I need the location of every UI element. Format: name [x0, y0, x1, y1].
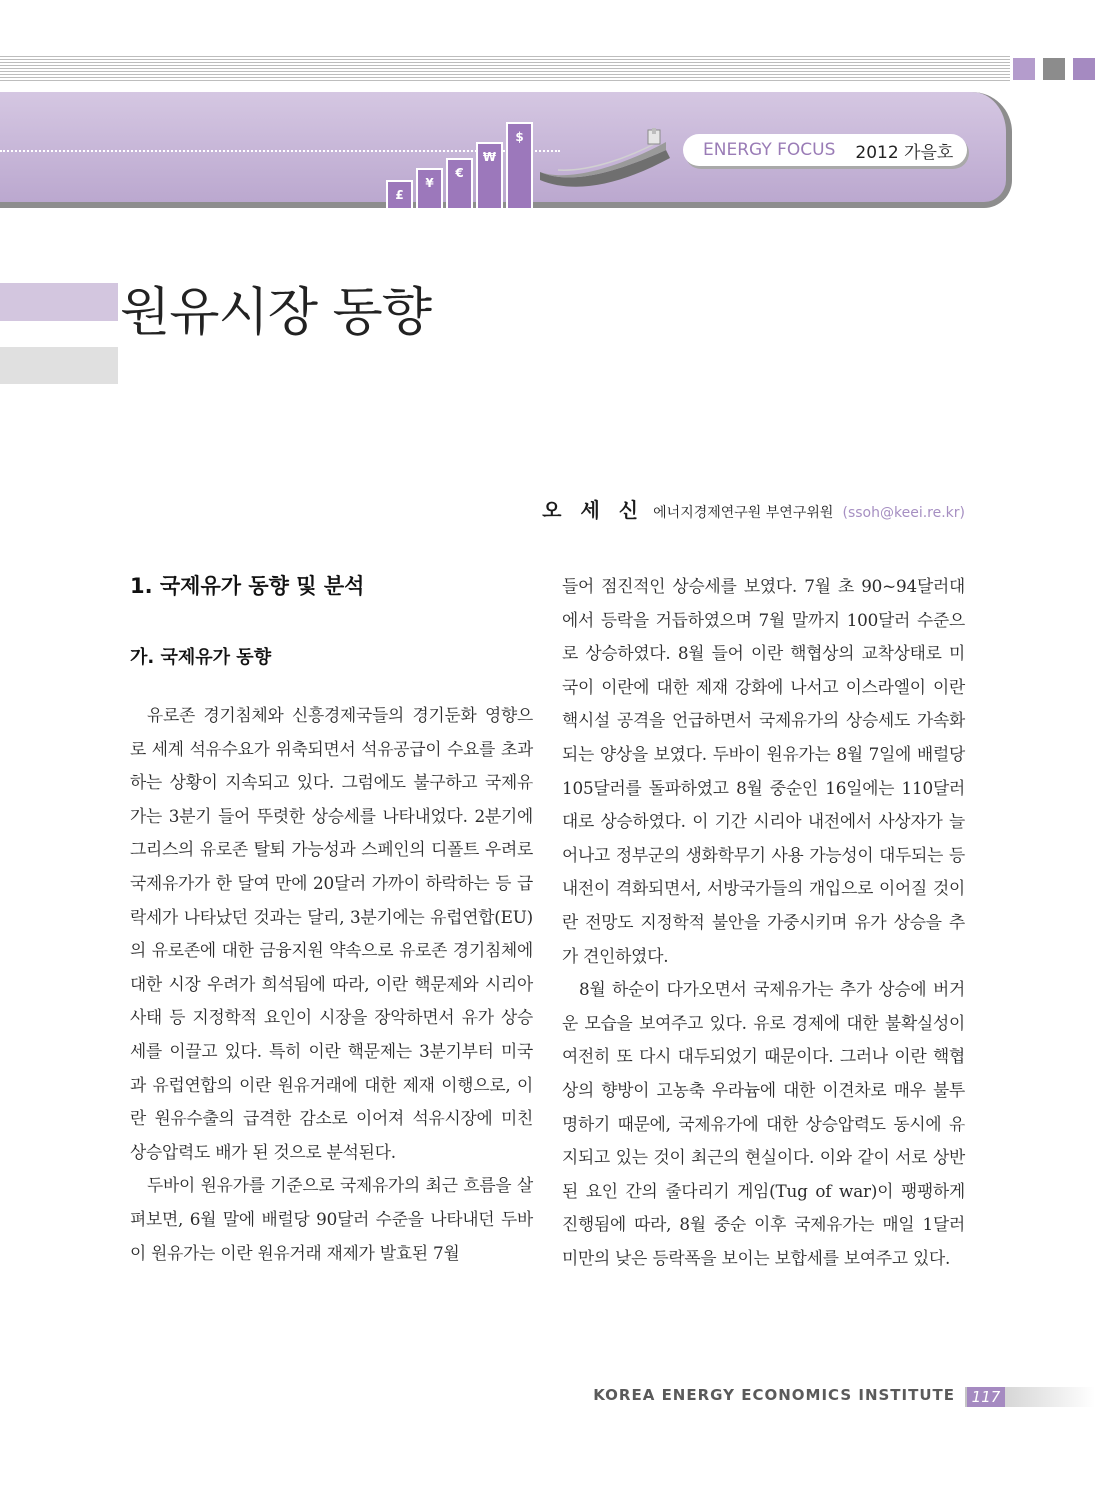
author-email: (ssoh@keei.re.kr)	[842, 505, 965, 521]
yen-icon: ¥	[425, 176, 434, 190]
body-paragraph: 8월 하순이 다가오면서 국제유가는 추가 상승에 버거운 모습을 보여주고 있다. 유로 경제에 대한 불확실성이 여전히 또 다시 대두되었기 때문이다. 그러나 이란 핵협상의 향방이 고농축 우라늄에 대한 이견차로 매우 불투명하기 때문에, 국제유가에 대한 상승압력도 동시에 유지되고 있는 것이 최근의 현실이다. 이와 같이 서로 상반된 요인 간의 줄다리기 게임(Tug of war)이 팽팽하게 진행됨에 따라, 8월 중순 이후 국제유가는 매일 1달러 미만의 낮은 등락폭을 보이는 보합세를 보여주고 있다.	[562, 979, 965, 1268]
body-paragraph: 들어 점진적인 상승세를 보였다. 7월 초 90~94달러대에서 등락을 거듭하였으며 7월 말까지 100달러 수준으로 상승하였다. 8월 들어 이란 핵협상의 교착상태로 미국이 이란에 대한 제재 강화에 나서고 이스라엘이 이란 핵시설 공격을 언급하면서 국제유가의 상승세도 가속화되는 양상을 보였다. 두바이 원유가는 8월 7일에 배럴당 105달러를 돌파하였고 8월 중순인 16일에는 110달러대로 상승하였다. 이 기간 시리아 내전에서 사상자가 늘어나고 정부군의 생화학무기 사용 가능성이 대두되는 등 내전이 격화되면서, 서방국가들의 개입으로 이어질 것이란 전망도 지정학적 불안을 가중시키며 유가 상승을 추가 견인하였다.	[562, 576, 965, 966]
page-number: 117	[967, 1387, 1005, 1407]
magazine-badge	[683, 134, 967, 166]
author-line	[542, 494, 965, 523]
tanker-ship-icon	[538, 128, 688, 198]
title-gray-bar	[0, 347, 118, 384]
won-icon: ₩	[482, 150, 497, 164]
pound-icon: £	[395, 188, 404, 202]
footer-institute: KOREA ENERGY ECONOMICS INSTITUTE	[593, 1386, 955, 1404]
body-paragraph: 두바이 원유가를 기준으로 국제유가의 최근 흐름을 살펴보면, 6월 말에 배럴당 90달러 수준을 나타내던 두바이 원유가는 이란 원유거래 재제가 발효된 7월	[130, 1175, 533, 1263]
author-affiliation: 에너지경제연구원 부연구위원	[653, 505, 834, 521]
right-column	[562, 570, 965, 1275]
currency-bar-yen	[416, 168, 443, 210]
issue-label: 2012 가을호	[855, 142, 954, 163]
currency-bar-pound	[386, 180, 413, 210]
dollar-icon: $	[515, 130, 524, 144]
decor-square-3	[1073, 58, 1095, 80]
title-accent-bar	[0, 283, 118, 321]
body-paragraph: 유로존 경기침체와 신흥경제국들의 경기둔화 영향으로 세계 석유수요가 위축되면서 석유공급이 수요를 초과하는 상황이 지속되고 있다. 그럼에도 불구하고 국제유가는 3분기 들어 뚜렷한 상승세를 나타내었다. 2분기에 그리스의 유로존 탈퇴 가능성과 스페인의 디폴트 우려로 국제유가가 한 달여 만에 20달러 가까이 하락하는 등 급락세가 나타났던 것과는 달리, 3분기에는 유럽연합(EU)의 유로존에 대한 금융지원 약속으로 유로존 경기침체에 대한 시장 우려가 희석됨에 따라, 이란 핵문제와 시리아 사태 등 지정학적 요인이 시장을 장악하면서 유가 상승세를 이끌고 있다. 특히 이란 핵문제는 3분기부터 미국과 유럽연합의 이란 원유거래에 대한 제재 이행으로, 이란 원유수출의 급격한 감소로 이어져 석유시장에 미친 상승압력도 배가 된 것으로 분석된다.	[130, 705, 533, 1162]
left-column	[130, 570, 533, 1270]
decor-square-1	[1013, 58, 1035, 80]
currency-bar-dollar	[506, 122, 533, 210]
currency-bar-euro	[446, 158, 473, 210]
page-title: 원유시장 동향	[120, 283, 431, 343]
decor-square-2	[1043, 58, 1065, 80]
currency-bar-won	[476, 142, 503, 210]
euro-icon: €	[455, 166, 464, 180]
header-stripe	[0, 56, 1010, 82]
magazine-name: ENERGY FOCUS	[703, 140, 836, 160]
subsection-heading: 가. 국제유가 동향	[130, 647, 272, 668]
author-name: 오 세 신	[542, 498, 645, 522]
section-heading: 1. 국제유가 동향 및 분석	[130, 574, 365, 598]
